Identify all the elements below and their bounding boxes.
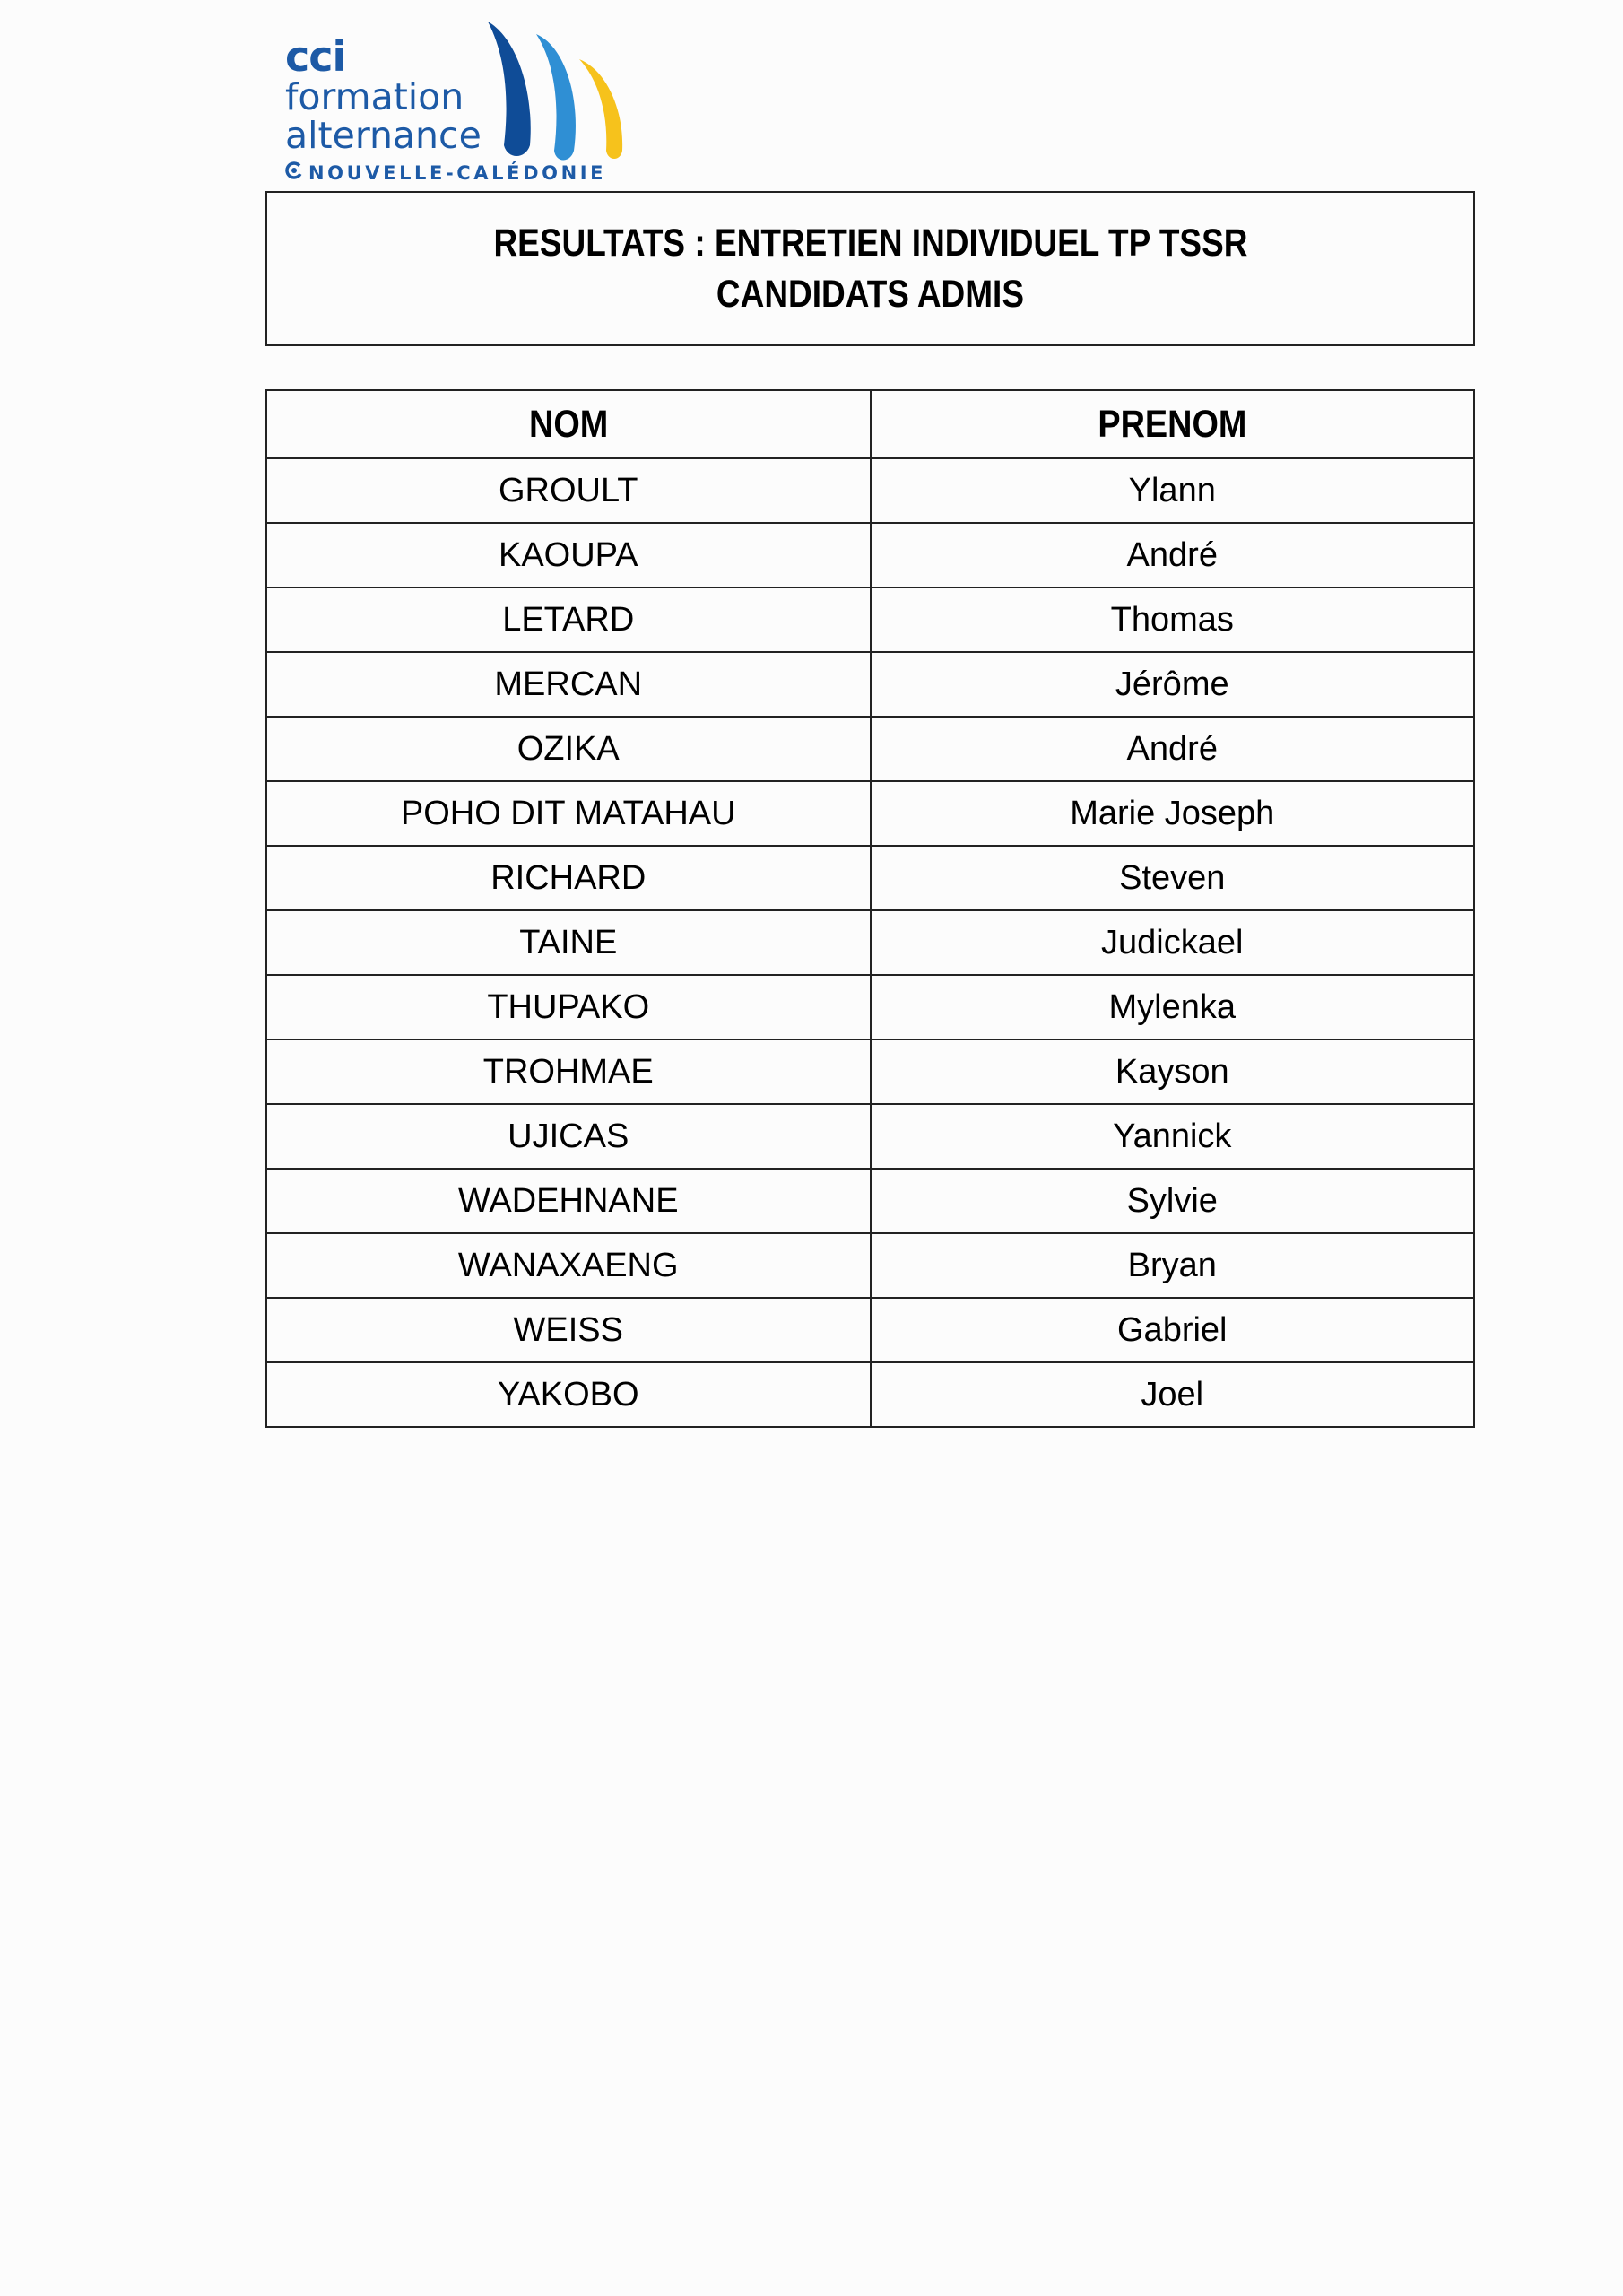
- cell-nom: YAKOBO: [266, 1362, 871, 1427]
- cell-nom: THUPAKO: [266, 975, 871, 1039]
- table-row: [266, 1233, 1474, 1298]
- cell-nom: WANAXAENG: [266, 1233, 871, 1298]
- cell-nom: LETARD: [266, 587, 871, 652]
- title-box: [265, 191, 1475, 346]
- cell-nom: TAINE: [266, 910, 871, 975]
- cell-nom: MERCAN: [266, 652, 871, 717]
- cell-prenom: André: [871, 523, 1475, 587]
- cell-prenom: Thomas: [871, 587, 1475, 652]
- table-row: [266, 523, 1474, 587]
- cell-prenom: Kayson: [871, 1039, 1475, 1104]
- table-row: [266, 910, 1474, 975]
- logo-region: [285, 161, 606, 184]
- cell-prenom: Jérôme: [871, 652, 1475, 717]
- header-nom: [266, 390, 871, 458]
- cell-nom: RICHARD: [266, 846, 871, 910]
- table-row: [266, 458, 1474, 523]
- cell-nom: GROULT: [266, 458, 871, 523]
- cell-prenom: Mylenka: [871, 975, 1475, 1039]
- cell-prenom: Bryan: [871, 1233, 1475, 1298]
- table-header-row: [266, 390, 1474, 458]
- cell-nom: TROHMAE: [266, 1039, 871, 1104]
- cci-logo: [285, 20, 635, 190]
- results-table: [265, 389, 1475, 1428]
- cell-prenom: Marie Joseph: [871, 781, 1475, 846]
- cell-nom: OZIKA: [266, 717, 871, 781]
- logo-formation-text: formation: [285, 75, 464, 118]
- table-row: [266, 781, 1474, 846]
- table-row: [266, 975, 1474, 1039]
- header-prenom: [871, 390, 1475, 458]
- cell-nom: UJICAS: [266, 1104, 871, 1169]
- logo-wordmark: [285, 32, 482, 157]
- cell-prenom: Judickael: [871, 910, 1475, 975]
- cell-prenom: Gabriel: [871, 1298, 1475, 1362]
- logo-sails-icon: [481, 20, 638, 163]
- table-row: [266, 846, 1474, 910]
- cell-nom: WEISS: [266, 1298, 871, 1362]
- cell-prenom: Sylvie: [871, 1169, 1475, 1233]
- cell-prenom: Ylann: [871, 458, 1475, 523]
- cell-prenom: André: [871, 717, 1475, 781]
- logo-cci-text: cci: [285, 32, 346, 81]
- cell-nom: POHO DIT MATAHAU: [266, 781, 871, 846]
- table-row: [266, 1169, 1474, 1233]
- header-prenom-label: PRENOM: [1098, 402, 1247, 446]
- logo-c-icon: [285, 161, 303, 184]
- table-row: [266, 1039, 1474, 1104]
- header-nom-label: NOM: [528, 402, 608, 446]
- table-row: [266, 717, 1474, 781]
- cell-nom: WADEHNANE: [266, 1169, 871, 1233]
- cell-prenom: Joel: [871, 1362, 1475, 1427]
- cell-prenom: Yannick: [871, 1104, 1475, 1169]
- table-row: [266, 652, 1474, 717]
- logo-region-text: NOUVELLE-CALÉDONIE: [308, 162, 607, 184]
- table-row: [266, 1298, 1474, 1362]
- title-line-2: CANDIDATS ADMIS: [716, 272, 1025, 316]
- title-line-1: RESULTATS : ENTRETIEN INDIVIDUEL TP TSSR: [492, 221, 1247, 265]
- logo-alternance-text: alternance: [285, 114, 482, 157]
- cell-nom: KAOUPA: [266, 523, 871, 587]
- table-row: [266, 1104, 1474, 1169]
- table-row: [266, 587, 1474, 652]
- table-row: [266, 1362, 1474, 1427]
- cell-prenom: Steven: [871, 846, 1475, 910]
